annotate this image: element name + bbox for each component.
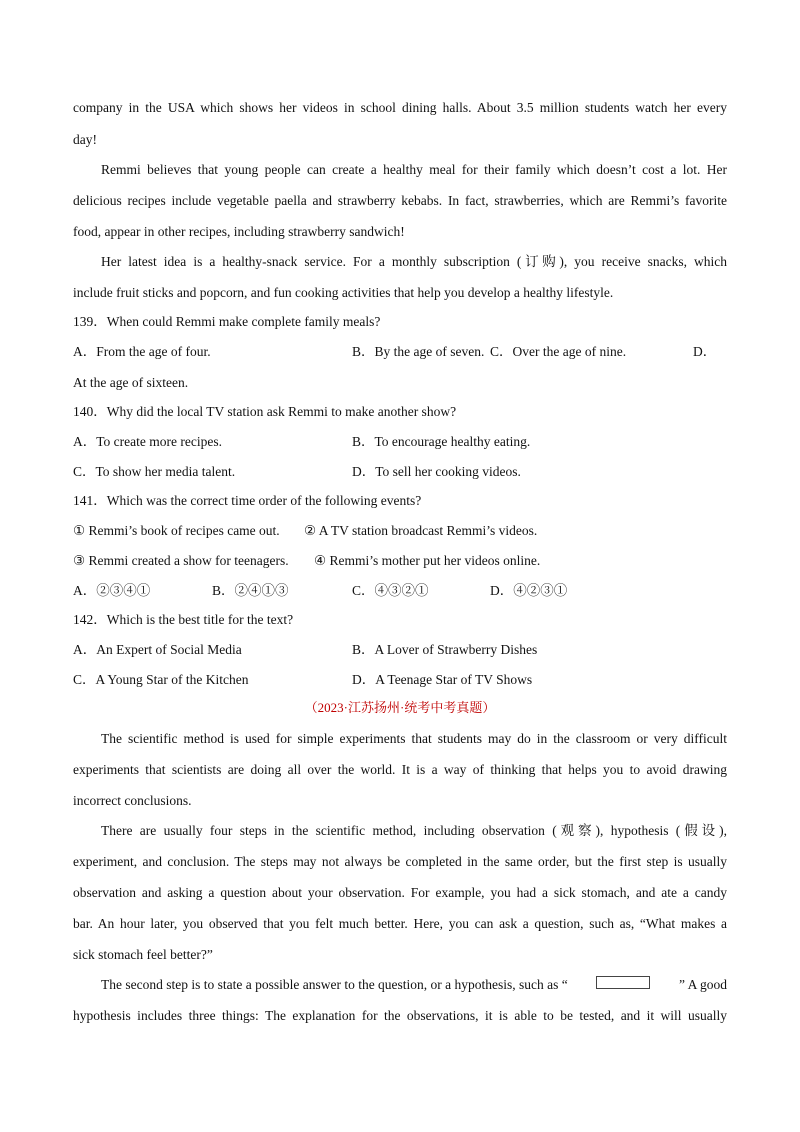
passage1-line-4: delicious recipes include vegetable paella and strawberry kebabs. In fact, strawberries, which are Remmi’s favorite <box>73 193 727 208</box>
q141-event-1: ① Remmi’s book of recipes came out. <box>73 523 280 538</box>
q141-option-a[interactable]: A．②③④① <box>73 583 151 598</box>
q140-stem: 140．Why did the local TV station ask Remmi to make another show? <box>73 404 457 419</box>
q141-event-2: ② A TV station broadcast Remmi’s videos. <box>304 523 538 538</box>
passage2-line-3: incorrect conclusions. <box>73 793 192 808</box>
source-heading: （2023·江苏扬州·统考中考真题） <box>304 700 496 715</box>
q139-option-a[interactable]: A．From the age of four. <box>73 344 211 359</box>
q139-option-b[interactable]: B．By the age of seven. <box>352 344 485 359</box>
q139-option-d-text: At the age of sixteen. <box>73 375 189 390</box>
passage2-line-9 <box>101 976 727 994</box>
passage1-line-6: Her latest idea is a healthy-snack service. For a monthly subscription (订购), you receive snacks, which <box>101 254 727 269</box>
passage1-line-7: include fruit sticks and popcorn, and fun cooking activities that help you develop a healthy lifestyle. <box>73 285 614 300</box>
passage2-line-8: sick stomach feel better?” <box>73 947 213 962</box>
q139-option-d[interactable]: D． <box>693 344 717 359</box>
q141-option-c[interactable]: C．④③②① <box>352 583 429 598</box>
q140-option-a[interactable]: A．To create more recipes. <box>73 434 222 449</box>
passage2-line-2: experiments that scientists are doing all over the world. It is a way of thinking that helps you to avoid drawing <box>73 762 727 777</box>
passage2-line-4: There are usually four steps in the scientific method, including observation (观察), hypothesis (假设), <box>101 823 727 838</box>
q139-option-c[interactable]: C．Over the age of nine. <box>490 344 627 359</box>
q141-event-4: ④ Remmi’s mother put her videos online. <box>314 553 541 568</box>
q142-stem: 142．Which is the best title for the text? <box>73 612 294 627</box>
passage1-line-2: day! <box>73 132 97 147</box>
passage1-line-1: company in the USA which shows her videos in school dining halls. About 3.5 million students watch her every <box>73 100 727 115</box>
q142-option-d[interactable]: D．A Teenage Star of TV Shows <box>352 672 533 687</box>
passage2-line-9-text: The second step is to state a possible answer to the question, or a hypothesis, such as “ <box>101 977 568 992</box>
passage2-line-6: observation and asking a question about your observation. For example, you had a sick stomach, and ate a candy <box>73 885 727 900</box>
passage2-line-5: experiment, and conclusion. The steps may not always be completed in the same order, but the first step is usually <box>73 854 727 869</box>
q141-option-d[interactable]: D．④②③① <box>490 583 568 598</box>
q140-option-d[interactable]: D．To sell her cooking videos. <box>352 464 521 479</box>
q141-event-3: ③ Remmi created a show for teenagers. <box>73 553 289 568</box>
q140-option-c[interactable]: C．To show her media talent. <box>73 464 236 479</box>
q140-option-b[interactable]: B．To encourage healthy eating. <box>352 434 531 449</box>
q141-stem: 141．Which was the correct time order of the following events? <box>73 493 422 508</box>
q141-option-b[interactable]: B．②④①③ <box>212 583 289 598</box>
passage2-line-7: bar. An hour later, you observed that you felt much better. Here, you can ask a question, such as, “What makes a <box>73 916 727 931</box>
passage1-line-5: food, appear in other recipes, including strawberry sandwich! <box>73 224 405 239</box>
passage1-line-3: Remmi believes that young people can create a healthy meal for their family which doesn’t cost a lot. Her <box>101 162 727 177</box>
q142-option-a[interactable]: A．An Expert of Social Media <box>73 642 242 657</box>
answer-blank[interactable] <box>596 976 650 989</box>
q139-stem: 139．When could Remmi make complete family meals? <box>73 314 381 329</box>
q142-option-b[interactable]: B．A Lover of Strawberry Dishes <box>352 642 538 657</box>
q142-option-c[interactable]: C．A Young Star of the Kitchen <box>73 672 249 687</box>
passage2-line-9-tail: ” A good <box>678 977 727 992</box>
passage2-line-10: hypothesis includes three things: The explanation for the observations, it is able to be tested, and it will usually <box>73 1008 727 1023</box>
passage2-line-1: The scientific method is used for simple experiments that students may do in the classroom or very difficult <box>101 731 727 746</box>
